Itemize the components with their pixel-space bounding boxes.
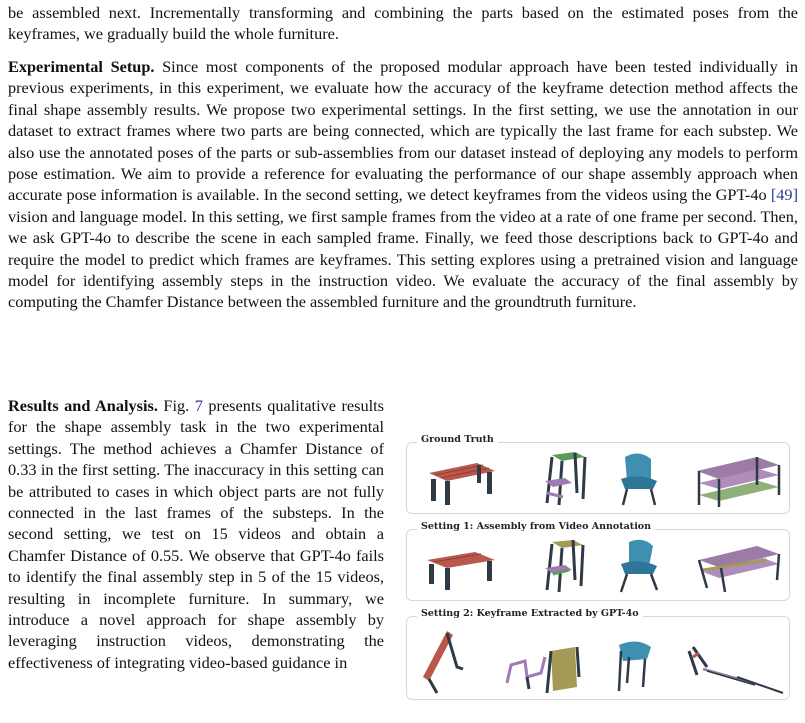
panel-ground-truth xyxy=(406,434,790,514)
panel-title: Setting 2: Keyframe Extracted by GPT-4o xyxy=(417,608,643,619)
shelf-render xyxy=(697,457,779,507)
panel-setting-1 xyxy=(406,521,790,601)
setup-text-2: vision and language model. In this setting, we first sample frames from the video at a rate of one frame per second. Then, we ask GPT-4o to describe the scene in each sampled frame. Finally, we feed those descriptions back to GPT-4o and require the model to predict which frames are keyframes. This setting explores using a pretrained vision and language model for identifying assembly steps in the instruction video. We evaluate the accuracy of the final assembly by computing the Chamfer Distance between the assembled furniture and the groundtruth furniture. xyxy=(8,206,798,312)
intro-text: be assembled next. Incrementally transforming and combining the parts based on the estimated poses from the keyframes, we gradually build the whole furniture. xyxy=(8,3,798,44)
shelf-render xyxy=(689,647,783,693)
setting-2-renders xyxy=(407,617,789,699)
bench-render xyxy=(429,463,495,505)
panel-title: Setting 1: Assembly from Video Annotation xyxy=(417,521,655,532)
figure-7 xyxy=(406,432,788,700)
shelf-render xyxy=(699,546,779,592)
stool-render xyxy=(507,647,579,693)
chair-render xyxy=(621,540,657,592)
setup-paragraph xyxy=(8,56,798,313)
setup-text-1: Since most components of the proposed modular approach have been tested individually in previous experiments, in this experiment, we evaluate how the accuracy of the keyframe detection method affects the final shape assembly results. We propose two experimental settings. In the first setting, we use the annotation in our dataset to extract frames where two parts are being connected, which are typically the last frame for each substep. We also use the annotated poses of the parts or sub-assemblies from our dataset instead of deploying any models to perform pose estimation. We aim to provide a reference for evaluating the performance of our shape assembly approach when accurate pose information is available. In the second setting, we detect keyframes from the videos using the GPT-4o xyxy=(8,57,798,205)
stool-render xyxy=(545,452,585,505)
chair-render xyxy=(619,641,651,691)
ground-truth-renders xyxy=(407,443,789,513)
citation-link[interactable]: [49] xyxy=(770,185,798,205)
results-text: presents qualitative results for the shape assembly task in the two experimental settings. The method achieves a Chamfer Distance of 0.33 in the first setting. The inaccuracy in this setting can be attributed to cases in which object parts are not fully connected in the last frames of the substeps. In the second setting, we test on 15 videos and obtain a Chamfer Distance of 0.55. We observe that GPT-4o fails to identify the final assembly step in 5 of the 15 videos, resulting in incomplete furniture. In summary, we introduce a novel approach for shape assembly by leveraging instruction videos, demonstrating the effectiveness of integrating video-based guidance in xyxy=(8,396,384,672)
stool-render xyxy=(545,540,583,592)
bench-render xyxy=(427,552,495,590)
results-paragraph xyxy=(8,395,384,673)
intro-paragraph xyxy=(8,2,798,45)
bench-render xyxy=(423,631,463,693)
fig-prefix: Fig. xyxy=(157,396,195,415)
figure-ref-link[interactable]: 7 xyxy=(194,396,203,415)
results-heading: Results and Analysis. xyxy=(8,396,158,415)
setting-1-renders xyxy=(407,530,789,600)
chair-render xyxy=(621,453,657,505)
panel-title: Ground Truth xyxy=(417,434,498,445)
panel-setting-2 xyxy=(406,608,790,700)
setup-heading: Experimental Setup. xyxy=(8,57,155,76)
